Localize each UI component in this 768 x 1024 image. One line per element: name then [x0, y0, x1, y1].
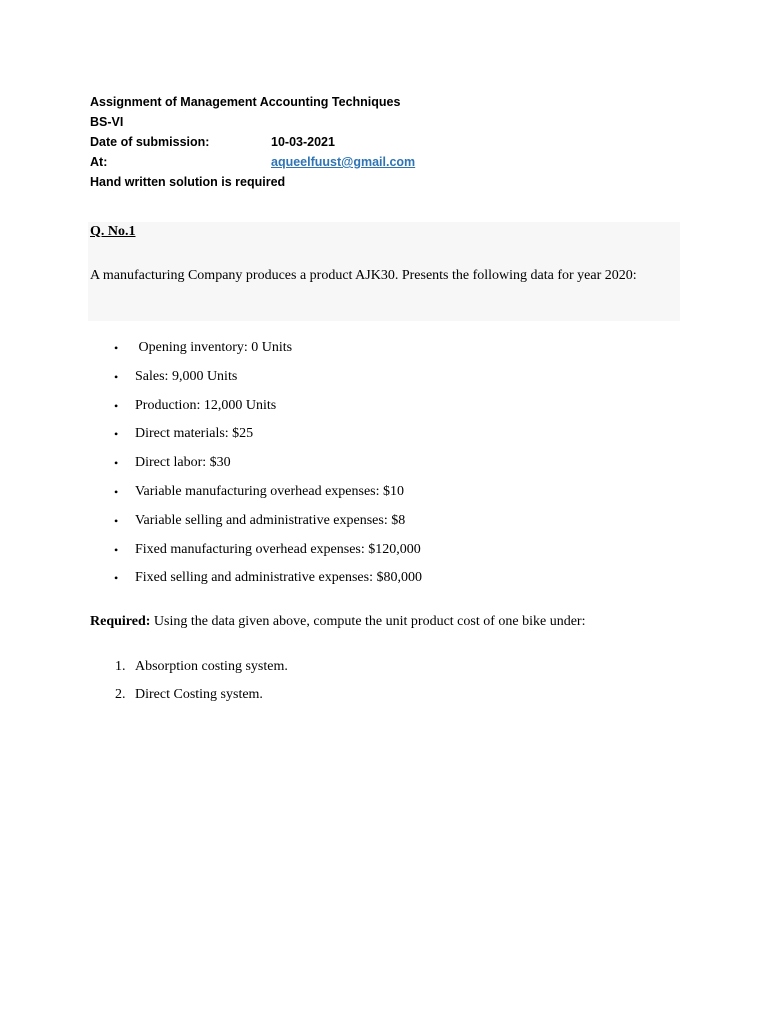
email-row [90, 152, 415, 172]
required-label: Required: [90, 614, 151, 629]
list-item-text: Direct Costing system. [135, 687, 263, 702]
list-item-text: Fixed selling and administrative expenses: $80,000 [135, 570, 422, 586]
date-value: 10-03-2021 [271, 135, 335, 149]
list-item-text: Sales: 9,000 Units [135, 368, 238, 384]
list-number: 2. [115, 687, 126, 702]
required-text: Using the data given above, compute the unit product cost of one bike under: [150, 614, 586, 629]
list-item [0, 334, 768, 363]
list-item [0, 478, 768, 507]
submission-date-row [90, 132, 415, 152]
class-label: BS-VI [90, 115, 124, 129]
date-label: Date of submission: [90, 135, 210, 149]
list-number: 1. [115, 659, 126, 674]
list-item [0, 536, 768, 565]
question-title: Q. No.1 [90, 224, 136, 239]
data-bullet-list [0, 334, 768, 593]
bullet-icon: • [114, 542, 119, 557]
bullet-icon: • [114, 398, 119, 413]
list-item-text: Fixed manufacturing overhead expenses: $120,000 [135, 541, 421, 557]
list-item [0, 681, 768, 709]
list-item [0, 420, 768, 449]
list-item-text: Direct labor: $30 [135, 455, 231, 471]
question-intro: A manufacturing Company produces a product AJK30. Presents the following data for year 2020: [90, 268, 637, 283]
list-item-text: Variable selling and administrative expenses: $8 [135, 512, 406, 528]
handwritten-note: Hand written solution is required [90, 175, 286, 189]
list-item-text: Direct materials: $25 [135, 426, 254, 442]
bullet-icon: • [114, 484, 119, 499]
costing-methods-list [0, 653, 768, 709]
required-statement [90, 608, 585, 636]
list-item [0, 449, 768, 478]
list-item-text: Opening inventory: 0 Units [135, 340, 293, 355]
at-label: At: [90, 155, 108, 169]
list-item [0, 564, 768, 593]
bullet-icon: • [114, 571, 119, 586]
list-item [0, 653, 768, 681]
bullet-icon: • [114, 513, 119, 528]
bullet-icon: • [114, 341, 119, 355]
list-item-text: Production: 12,000 Units [135, 397, 277, 413]
bullet-icon: • [114, 427, 119, 442]
bullet-icon: • [114, 369, 119, 384]
assignment-header [90, 92, 415, 192]
list-item [0, 392, 768, 421]
bullet-icon: • [114, 456, 119, 471]
email-link[interactable]: aqueelfuust@gmail.com [271, 155, 416, 169]
list-item [0, 363, 768, 392]
assignment-title: Assignment of Management Accounting Techniques [90, 95, 401, 109]
list-item-text: Variable manufacturing overhead expenses: $10 [135, 483, 405, 499]
list-item-text: Absorption costing system. [135, 659, 288, 674]
list-item [0, 507, 768, 536]
